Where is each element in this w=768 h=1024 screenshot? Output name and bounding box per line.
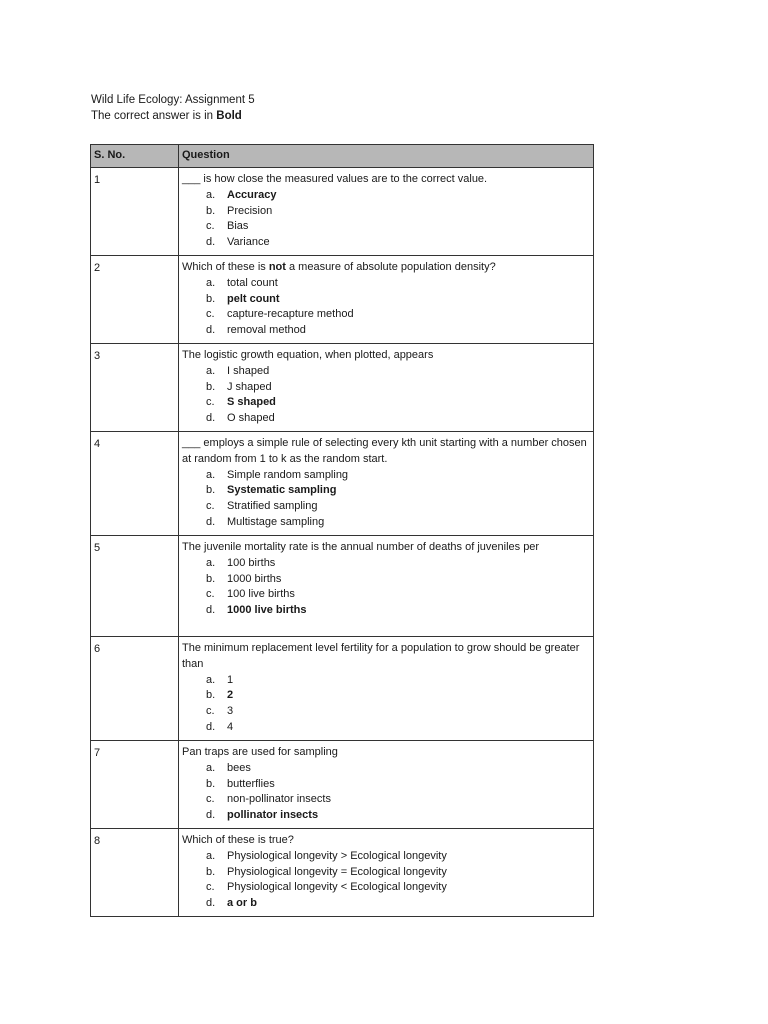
table-row <box>91 344 594 432</box>
question-text-part: a measure of absolute population density? <box>285 261 496 273</box>
option-item <box>182 587 589 603</box>
option-text: Physiological longevity > Ecological longevity <box>227 849 447 862</box>
question-text <box>182 540 589 556</box>
option-letter: a. <box>206 188 216 201</box>
question-number: 3 <box>91 344 179 432</box>
option-letter: c. <box>206 705 215 718</box>
option-text: 1000 births <box>227 572 282 585</box>
option-text: total count <box>227 276 278 289</box>
option-letter: a. <box>206 849 216 862</box>
option-text: bees <box>227 761 251 774</box>
option-item <box>182 673 589 689</box>
option-letter: c. <box>206 500 215 513</box>
option-letter: d. <box>206 324 216 337</box>
option-item <box>182 188 589 204</box>
question-text <box>182 745 589 761</box>
option-letter: d. <box>206 604 216 617</box>
option-letter: d. <box>206 897 216 910</box>
option-list <box>182 849 589 912</box>
answer-note-bold: Bold <box>216 110 242 122</box>
question-cell <box>179 741 594 829</box>
option-letter: d. <box>206 412 216 425</box>
option-letter: a. <box>206 364 216 377</box>
question-text-part: ___ is how close the measured values are to the correct value. <box>182 173 488 185</box>
option-letter: c. <box>206 308 215 321</box>
option-text-correct: pelt count <box>227 292 280 305</box>
question-text-part: Which of these is <box>182 261 269 273</box>
option-item <box>182 603 589 619</box>
option-text: 100 live births <box>227 588 295 601</box>
option-text: Stratified sampling <box>227 500 318 513</box>
option-item <box>182 219 589 235</box>
table-row <box>91 256 594 344</box>
question-text <box>182 260 589 276</box>
option-text: Simple random sampling <box>227 468 349 481</box>
question-cell <box>179 536 594 637</box>
option-item <box>182 364 589 380</box>
question-text-part: Pan traps are used for sampling <box>182 746 338 758</box>
option-text: 100 births <box>227 556 276 569</box>
option-text-correct: a or b <box>227 897 257 910</box>
option-letter: d. <box>206 809 216 822</box>
document-title: Wild Life Ecology: Assignment 5 <box>91 94 255 106</box>
option-text: 3 <box>227 705 234 718</box>
option-letter: a. <box>206 276 216 289</box>
question-number: 1 <box>91 168 179 256</box>
question-text-part: ___ employs a simple rule of selecting every kth unit starting with a number chosen at random from 1 to k as the random start. <box>182 437 587 465</box>
option-text: Precision <box>227 204 273 217</box>
option-list <box>182 673 589 736</box>
question-cell <box>179 829 594 917</box>
question-number: 6 <box>91 637 179 741</box>
option-text: 4 <box>227 720 234 733</box>
option-text: J shaped <box>227 380 272 393</box>
table-row <box>91 741 594 829</box>
option-list <box>182 188 589 251</box>
question-cell <box>179 432 594 536</box>
option-letter: b. <box>206 777 216 790</box>
question-text <box>182 436 589 468</box>
question-text-part: The minimum replacement level fertility for a population to grow should be greater than <box>182 642 580 670</box>
option-item <box>182 792 589 808</box>
option-text: O shaped <box>227 412 275 425</box>
option-letter: b. <box>206 572 216 585</box>
option-item <box>182 395 589 411</box>
option-text: I shaped <box>227 364 270 377</box>
option-letter: b. <box>206 484 216 497</box>
document-header <box>91 92 255 124</box>
option-text-correct: 1000 live births <box>227 604 307 617</box>
option-letter: b. <box>206 292 216 305</box>
option-letter: b. <box>206 689 216 702</box>
option-letter: c. <box>206 881 215 894</box>
option-item <box>182 720 589 736</box>
option-list <box>182 761 589 824</box>
answer-note-text: The correct answer is in <box>91 110 217 122</box>
question-number: 2 <box>91 256 179 344</box>
option-item <box>182 515 589 531</box>
option-item <box>182 323 589 339</box>
question-text-part: Which of these is true? <box>182 834 294 846</box>
option-letter: d. <box>206 515 216 528</box>
question-text <box>182 348 589 364</box>
option-letter: a. <box>206 468 216 481</box>
option-item <box>182 556 589 572</box>
option-text-correct: pollinator insects <box>227 809 319 822</box>
column-header-sno: S. No. <box>91 145 179 168</box>
question-text <box>182 833 589 849</box>
option-text: Multistage sampling <box>227 515 325 528</box>
table-row <box>91 536 594 637</box>
option-item <box>182 865 589 881</box>
option-item <box>182 276 589 292</box>
option-text: Bias <box>227 220 249 233</box>
option-list <box>182 276 589 339</box>
option-item <box>182 380 589 396</box>
option-item <box>182 483 589 499</box>
question-number: 5 <box>91 536 179 637</box>
option-list <box>182 556 589 619</box>
option-item <box>182 292 589 308</box>
question-number: 4 <box>91 432 179 536</box>
option-item <box>182 880 589 896</box>
question-table-body <box>91 168 594 917</box>
option-item <box>182 307 589 323</box>
option-item <box>182 761 589 777</box>
column-header-question: Question <box>179 145 594 168</box>
option-text: 1 <box>227 673 234 686</box>
option-letter: b. <box>206 380 216 393</box>
option-item <box>182 849 589 865</box>
question-text <box>182 172 589 188</box>
option-letter: b. <box>206 204 216 217</box>
question-text-part: The logistic growth equation, when plotted, appears <box>182 349 434 361</box>
option-text-correct: 2 <box>227 689 234 702</box>
question-table <box>90 144 594 917</box>
option-letter: a. <box>206 673 216 686</box>
option-item <box>182 896 589 912</box>
option-item <box>182 808 589 824</box>
table-row <box>91 432 594 536</box>
answer-note <box>91 108 255 124</box>
question-text <box>182 641 589 673</box>
option-letter: c. <box>206 396 215 409</box>
option-item <box>182 777 589 793</box>
question-cell <box>179 168 594 256</box>
option-letter: c. <box>206 793 215 806</box>
table-row <box>91 829 594 917</box>
table-header-row <box>91 145 594 168</box>
option-letter: b. <box>206 865 216 878</box>
question-cell <box>179 344 594 432</box>
table-row <box>91 637 594 741</box>
option-item <box>182 499 589 515</box>
option-letter: a. <box>206 556 216 569</box>
option-text: butterflies <box>227 777 275 790</box>
option-text-correct: Systematic sampling <box>227 484 337 497</box>
option-letter: d. <box>206 236 216 249</box>
question-text-emphasis: not <box>268 261 286 273</box>
table-row <box>91 168 594 256</box>
question-number: 7 <box>91 741 179 829</box>
option-list <box>182 468 589 531</box>
question-text-part: The juvenile mortality rate is the annual number of deaths of juveniles per <box>182 541 540 553</box>
option-item <box>182 572 589 588</box>
option-text: removal method <box>227 324 306 337</box>
option-item <box>182 235 589 251</box>
option-letter: a. <box>206 761 216 774</box>
question-number: 8 <box>91 829 179 917</box>
option-letter: d. <box>206 720 216 733</box>
option-item <box>182 468 589 484</box>
option-text: Physiological longevity < Ecological longevity <box>227 881 447 894</box>
question-cell <box>179 637 594 741</box>
option-text: capture-recapture method <box>227 308 354 321</box>
option-text: Variance <box>227 236 270 249</box>
question-cell <box>179 256 594 344</box>
option-letter: c. <box>206 588 215 601</box>
option-text-correct: Accuracy <box>227 188 277 201</box>
option-item <box>182 411 589 427</box>
option-text: non-pollinator insects <box>227 793 331 806</box>
option-item <box>182 204 589 220</box>
option-letter: c. <box>206 220 215 233</box>
option-text: Physiological longevity = Ecological longevity <box>227 865 447 878</box>
option-item <box>182 704 589 720</box>
option-list <box>182 364 589 427</box>
option-item <box>182 688 589 704</box>
option-text-correct: S shaped <box>227 396 276 409</box>
